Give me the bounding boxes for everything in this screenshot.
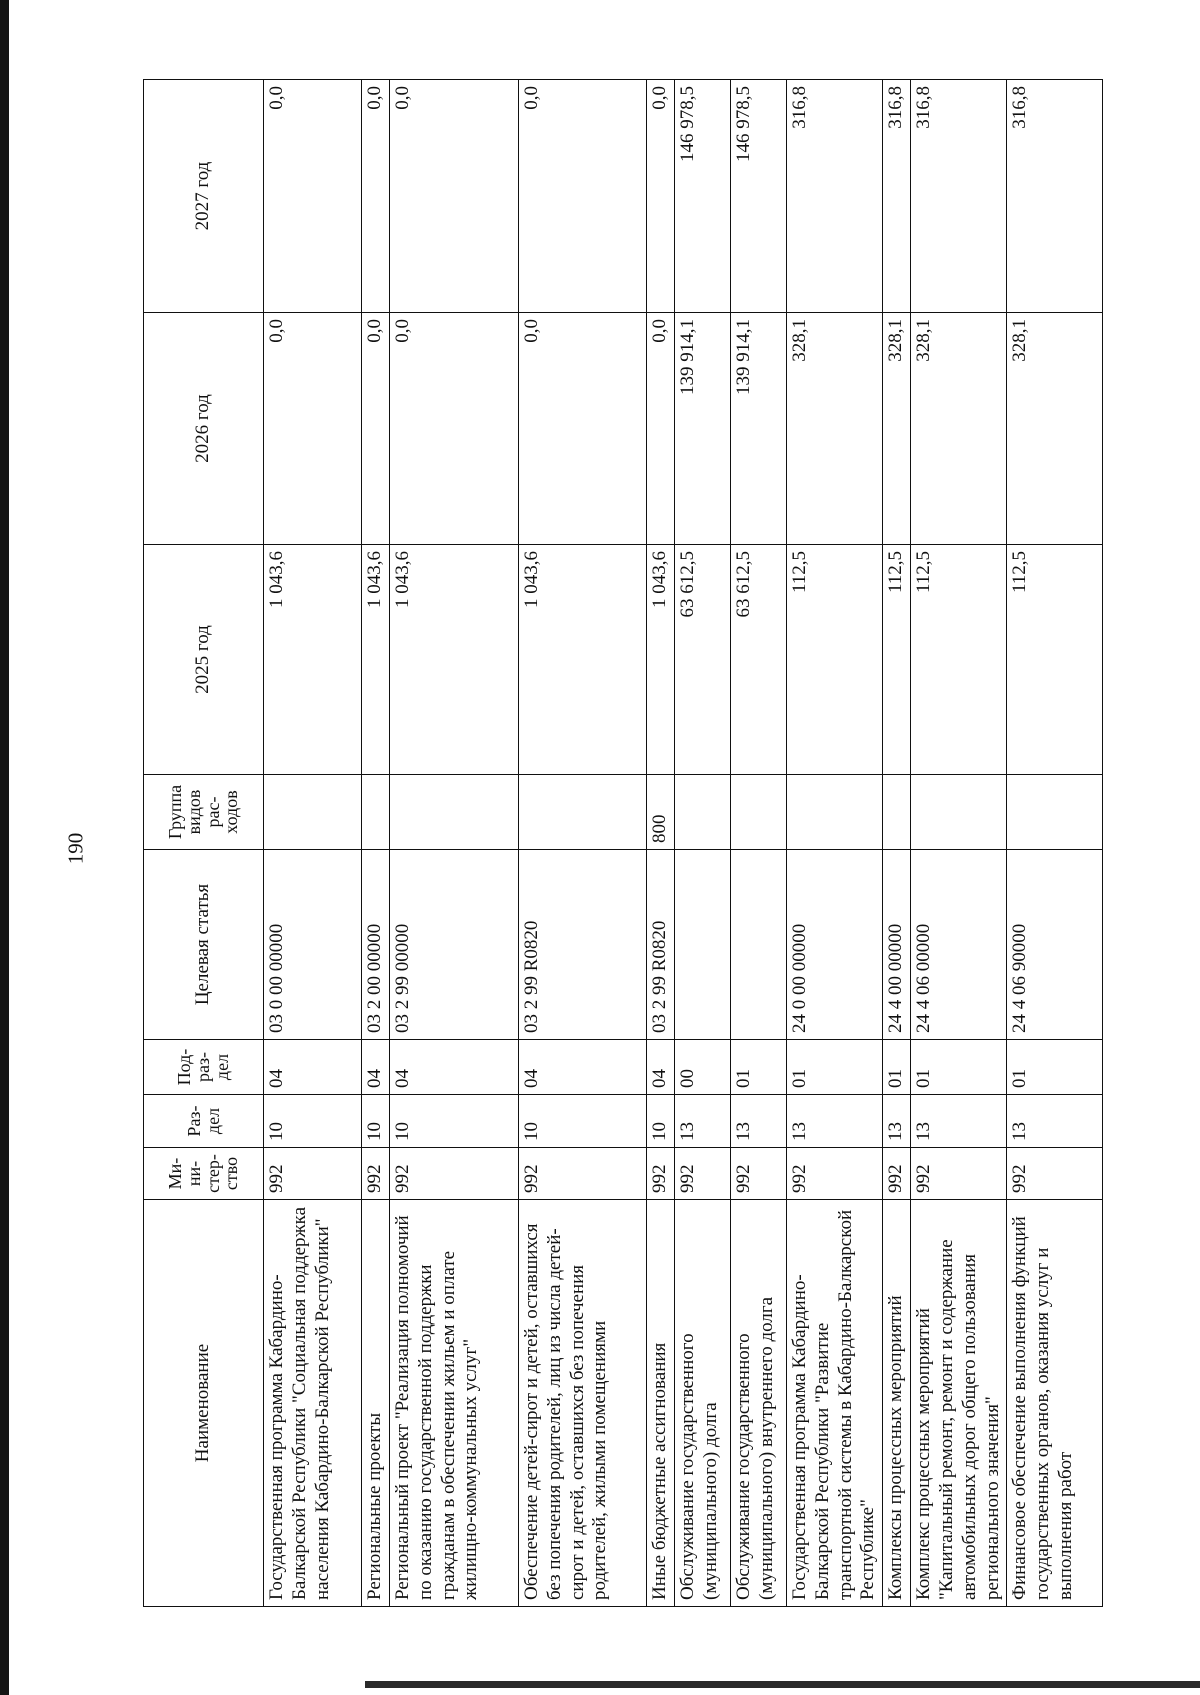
cell-name: Государственная программа Кабардино-Балкарской Республики "Развитие транспортной системы в Кабардино-Балкарской Республике" [787, 1200, 883, 1607]
cell-group [787, 775, 883, 850]
cell-2025: 1 043,6 [390, 545, 519, 775]
cell-ministry: 992 [731, 1148, 787, 1200]
cell-subsection: 04 [519, 1040, 647, 1095]
cell-group [731, 775, 787, 850]
cell-group [390, 775, 519, 850]
cell-name: Комплексы процессных мероприятий [883, 1200, 911, 1607]
cell-subsection: 00 [675, 1040, 731, 1095]
table-row [519, 80, 647, 1607]
cell-name: Комплекс процессных мероприятий "Капитальный ремонт, ремонт и содержание автомобильных дорог общего пользования регионального значения" [911, 1200, 1007, 1607]
cell-2026: 0,0 [362, 313, 390, 545]
cell-2027: 0,0 [647, 80, 675, 313]
cell-group: 800 [647, 775, 675, 850]
cell-ministry: 992 [1007, 1148, 1103, 1200]
header-target: Целевая статья [144, 850, 264, 1040]
cell-2025: 112,5 [787, 545, 883, 775]
cell-2026: 0,0 [647, 313, 675, 545]
table-row [883, 80, 911, 1607]
cell-ministry: 992 [647, 1148, 675, 1200]
cell-target: 03 2 99 R0820 [519, 850, 647, 1040]
table-body [264, 80, 1103, 1607]
header-section: Раз- дел [144, 1095, 264, 1148]
cell-ministry: 992 [362, 1148, 390, 1200]
cell-target [675, 850, 731, 1040]
cell-2025: 1 043,6 [519, 545, 647, 775]
cell-section: 13 [731, 1095, 787, 1148]
cell-subsection: 04 [362, 1040, 390, 1095]
cell-section: 10 [390, 1095, 519, 1148]
cell-subsection: 04 [390, 1040, 519, 1095]
cell-section: 10 [647, 1095, 675, 1148]
cell-ministry: 992 [883, 1148, 911, 1200]
cell-target: 24 4 00 00000 [883, 850, 911, 1040]
cell-target: 03 2 99 R0820 [647, 850, 675, 1040]
table-row [264, 80, 362, 1607]
cell-section: 10 [519, 1095, 647, 1148]
cell-2027: 146 978,5 [675, 80, 731, 313]
table-row [647, 80, 675, 1607]
cell-section: 13 [883, 1095, 911, 1148]
header-ministry: Ми- ни- стер- ство [144, 1148, 264, 1200]
scan-bottom-edge [365, 1681, 1200, 1688]
cell-subsection: 04 [647, 1040, 675, 1095]
cell-name: Региональные проекты [362, 1200, 390, 1607]
cell-name: Финансовое обеспечение выполнения функций государственных органов, оказания услуг и выполнения работ [1007, 1200, 1103, 1607]
cell-2027: 0,0 [390, 80, 519, 313]
table-row [1007, 80, 1103, 1607]
cell-2025: 63 612,5 [731, 545, 787, 775]
header-group: Группа видов рас- ходов [144, 775, 264, 850]
scan-left-edge [0, 0, 9, 1695]
table-row [675, 80, 731, 1607]
budget-table [143, 79, 1103, 1607]
cell-ministry: 992 [390, 1148, 519, 1200]
cell-2026: 328,1 [1007, 313, 1103, 545]
cell-group [264, 775, 362, 850]
cell-subsection: 04 [264, 1040, 362, 1095]
cell-2026: 139 914,1 [675, 313, 731, 545]
cell-section: 13 [911, 1095, 1007, 1148]
cell-ministry: 992 [787, 1148, 883, 1200]
cell-section: 10 [362, 1095, 390, 1148]
cell-2027: 0,0 [519, 80, 647, 313]
header-row [144, 80, 264, 1607]
page-number: 190 [63, 832, 88, 865]
cell-target: 03 2 99 00000 [390, 850, 519, 1040]
table-row [731, 80, 787, 1607]
cell-2025: 112,5 [911, 545, 1007, 775]
cell-2025: 112,5 [883, 545, 911, 775]
cell-target: 03 2 00 00000 [362, 850, 390, 1040]
cell-subsection: 01 [1007, 1040, 1103, 1095]
header-name: Наименование [144, 1200, 264, 1607]
cell-2026: 328,1 [911, 313, 1007, 545]
cell-target: 24 4 06 00000 [911, 850, 1007, 1040]
cell-2027: 316,8 [787, 80, 883, 313]
cell-section: 10 [264, 1095, 362, 1148]
header-2025: 2025 год [144, 545, 264, 775]
rotated-table-container [143, 80, 1078, 1607]
cell-2027: 0,0 [362, 80, 390, 313]
cell-target: 24 0 00 00000 [787, 850, 883, 1040]
table-row [362, 80, 390, 1607]
cell-name: Государственная программа Кабардино-Балкарской Республики "Социальная поддержка населения Кабардино-Балкарской Республики" [264, 1200, 362, 1607]
cell-group [1007, 775, 1103, 850]
cell-2025: 1 043,6 [362, 545, 390, 775]
cell-subsection: 01 [731, 1040, 787, 1095]
cell-2026: 0,0 [519, 313, 647, 545]
cell-2026: 139 914,1 [731, 313, 787, 545]
cell-ministry: 992 [519, 1148, 647, 1200]
cell-name: Иные бюджетные ассигнования [647, 1200, 675, 1607]
cell-subsection: 01 [883, 1040, 911, 1095]
header-2027: 2027 год [144, 80, 264, 313]
cell-name: Региональный проект "Реализация полномочий по оказанию государственной поддержки гражданам в обеспечении жильем и оплате жилищно-коммунальных услуг" [390, 1200, 519, 1607]
cell-2027: 316,8 [1007, 80, 1103, 313]
cell-ministry: 992 [911, 1148, 1007, 1200]
cell-2026: 328,1 [787, 313, 883, 545]
cell-2026: 328,1 [883, 313, 911, 545]
cell-ministry: 992 [675, 1148, 731, 1200]
cell-2027: 146 978,5 [731, 80, 787, 313]
cell-ministry: 992 [264, 1148, 362, 1200]
cell-group [519, 775, 647, 850]
cell-name: Обслуживание государственного (муниципального) внутреннего долга [731, 1200, 787, 1607]
cell-2025: 1 043,6 [647, 545, 675, 775]
cell-2027: 316,8 [883, 80, 911, 313]
header-2026: 2026 год [144, 313, 264, 545]
cell-group [883, 775, 911, 850]
cell-group [911, 775, 1007, 850]
cell-2026: 0,0 [390, 313, 519, 545]
cell-2025: 112,5 [1007, 545, 1103, 775]
header-subsection: Под- раз- дел [144, 1040, 264, 1095]
cell-target [731, 850, 787, 1040]
cell-2027: 0,0 [264, 80, 362, 313]
table-row [911, 80, 1007, 1607]
cell-section: 13 [787, 1095, 883, 1148]
cell-2025: 63 612,5 [675, 545, 731, 775]
cell-subsection: 01 [911, 1040, 1007, 1095]
cell-name: Обеспечение детей-сирот и детей, оставшихся без попечения родителей, лиц из числа детей-сирот и детей, оставшихся без попечения родителей, жилыми помещениями [519, 1200, 647, 1607]
cell-2026: 0,0 [264, 313, 362, 545]
cell-section: 13 [675, 1095, 731, 1148]
cell-target: 24 4 06 90000 [1007, 850, 1103, 1040]
cell-section: 13 [1007, 1095, 1103, 1148]
cell-target: 03 0 00 00000 [264, 850, 362, 1040]
cell-group [362, 775, 390, 850]
cell-group [675, 775, 731, 850]
cell-2027: 316,8 [911, 80, 1007, 313]
cell-2025: 1 043,6 [264, 545, 362, 775]
table-row [787, 80, 883, 1607]
cell-name: Обслуживание государственного (муниципального) долга [675, 1200, 731, 1607]
cell-subsection: 01 [787, 1040, 883, 1095]
table-row [390, 80, 519, 1607]
